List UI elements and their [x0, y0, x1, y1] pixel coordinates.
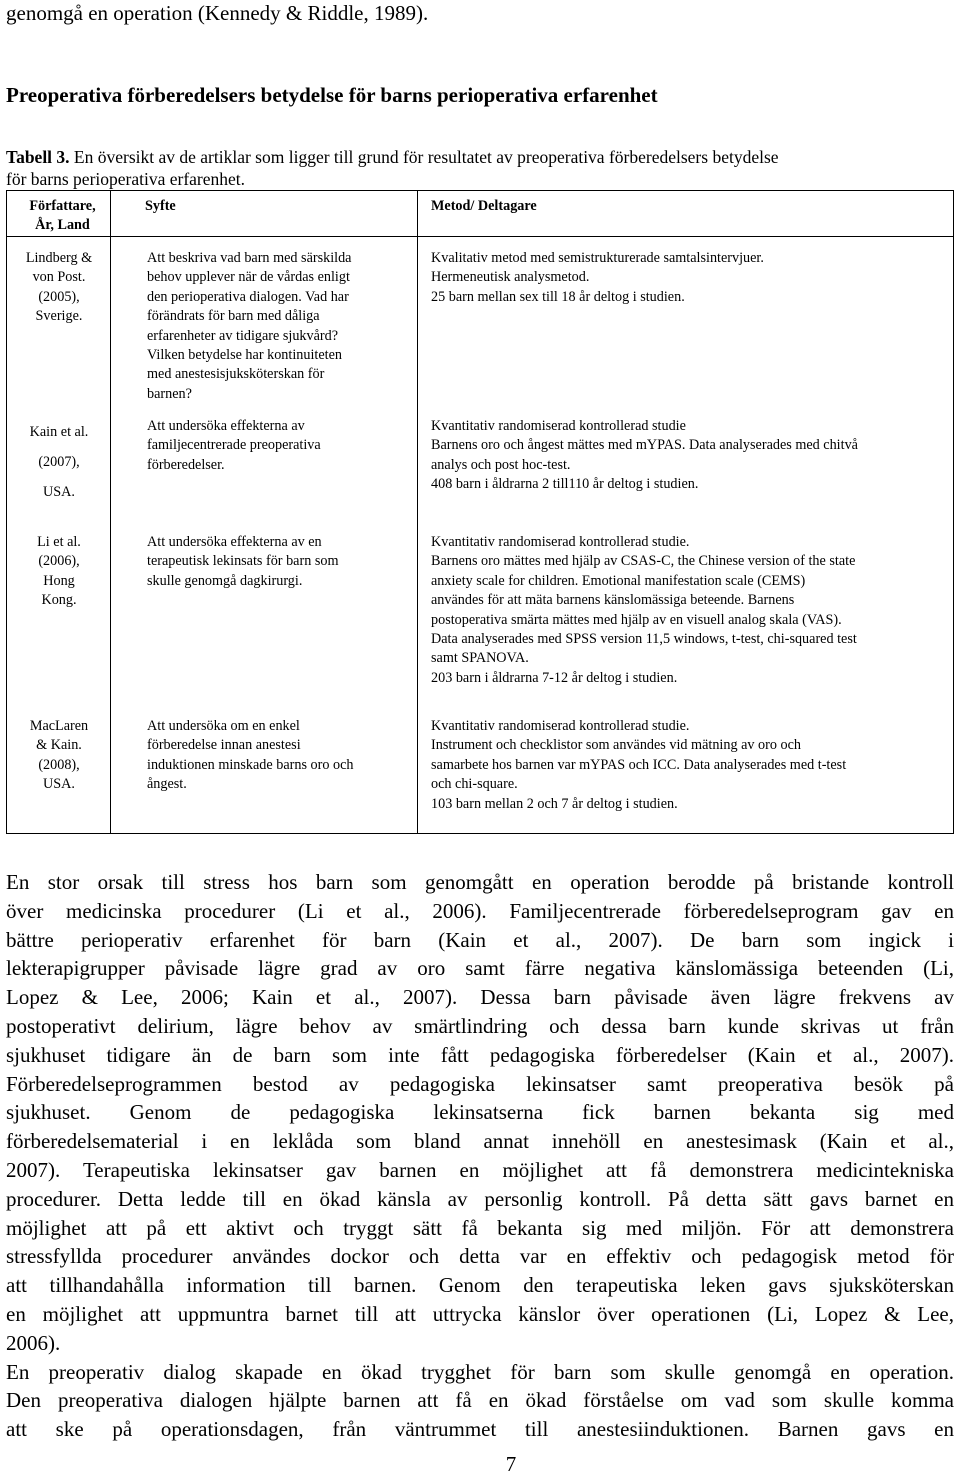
body-line: En stor orsak till stress hos barn som genomgått en operation berodde på bristande kontroll	[6, 870, 954, 894]
body-line: Den preoperativa dialogen hjälpte barnen att få en ökad förståelse om vad som skulle komma	[6, 1388, 954, 1413]
header-rule	[7, 236, 953, 237]
body-line: stressfyllda procedurer användes dockor och detta var en effektiv och pedagogisk metod för	[6, 1244, 954, 1269]
cell-author: MacLaren & Kain. (2008), USA.	[29, 718, 89, 793]
page-number: 7	[505, 1452, 517, 1476]
body-line: att ske på operationsdagen, från väntrummet till anestesiinduktionen. Barnen gavs en	[6, 1417, 954, 1442]
body-line: sjukhuset tidigare än de barn som inte fått pedagogiska förberedelser (Kain et al., 2007).	[6, 1042, 954, 1067]
body-line: En preoperativ dialog skapade en ökad trygghet för barn som skulle genomgå en operation.	[6, 1359, 954, 1384]
cell-purpose: Att undersöka om en enkel förberedelse innan anestesi induktionen minskade barns oro och ångest.	[147, 718, 354, 793]
articles-table	[6, 190, 954, 834]
body-line: att tillhandahålla information till barnen. Genom den terapeutiska leken gavs sjuksköterskan	[6, 1273, 954, 1298]
table-caption	[6, 146, 956, 190]
body-line: Förberedelseprogrammen bestod av pedagogiska lekinsatser samt preoperativa besök på	[6, 1071, 954, 1096]
header-author: Författare, År, Land	[29, 198, 96, 234]
top-line: genomgå en operation (Kennedy & Riddle, 1989).	[6, 1, 429, 25]
body-line: postoperativt delirium, lägre behov av smärtlindring och dessa barn kunde skrivas ut från	[6, 1013, 954, 1038]
body-line: lekterapigrupper påvisade lägre grad av oro samt färre negativa känslomässiga beteenden (Li,	[6, 956, 954, 981]
body-line: bättre perioperativ erfarenhet för barn (Kain et al., 2007). De barn som ingick i	[6, 927, 954, 952]
body-line: procedurer. Detta ledde till en ökad känsla av personlig kontroll. På detta sätt gavs barnet en	[6, 1186, 954, 1211]
body-line: en möjlighet att uppmuntra barnet till att uttrycka känslor över operationen (Li, Lopez & Lee,	[6, 1301, 954, 1326]
cell-method: Kvantitativ randomiserad kontrollerad studie. Barnens oro mättes med hjälp av CSAS-C, the Chinese version of the state anxiety scale for children. Emotional manifestation scale (CEMS) användes för att mäta barnens känslomässiga beteende. Barnens postoperativa smärta mättes med hjälp av en visuell analog skala (VAS). Data analyserades med SPSS version 11,5 windows, t-test, chi-squared test samt SPANOVA. 203 barn i åldrarna 7-12 år deltog i studien.	[431, 534, 857, 686]
body-line: över medicinska procedurer (Li et al., 2006). Familjecentrerade förberedelseprogram gav en	[6, 898, 954, 923]
column-divider	[110, 191, 111, 833]
body-line: möjlighet att på ett aktivt och tryggt sätt få bekanta sig med miljön. För att demonstrera	[6, 1215, 954, 1240]
cell-author: Kain et al. (2007), USA.	[29, 424, 89, 500]
caption-label: Tabell 3.	[6, 147, 70, 167]
body-line: förberedelsematerial i en leklåda som bland annat innehöll en anestesimask (Kain et al.,	[6, 1129, 954, 1154]
body-line: sjukhuset. Genom de pedagogiska lekinsatserna fick barnen bekanta sig med	[6, 1100, 954, 1125]
caption-text-1: En översikt av de artiklar som ligger till grund för resultatet av preoperativa förberedelsers betydelse	[69, 147, 779, 167]
cell-method: Kvantitativ randomiserad kontrollerad studie. Instrument och checklistor som användes vid mätning av oro och samarbete hos barnen var mYPAS och ICC. Data analyserades med t-test och chi-square. 103 barn mellan 2 och 7 år deltog i studien.	[431, 718, 847, 812]
cell-purpose: Att beskriva vad barn med särskilda behov upplever när de vårdas enligt den perioperativa dialogen. Vad har förändrats för barn med dåliga erfarenheter av tidigare sjukvård? Vilken betydelse har kontinuiteten med anestesisjuksköterskan för barnen?	[147, 250, 352, 402]
body-line: 2006).	[6, 1330, 61, 1355]
cell-purpose: Att undersöka effekterna av en terapeutisk lekinsats för barn som skulle genomgå dagkirurgi.	[147, 534, 339, 589]
section-heading: Preoperativa förberedelsers betydelse för barns perioperativa erfarenhet	[6, 83, 658, 107]
header-purpose: Syfte	[145, 198, 176, 214]
caption-text-2: för barns perioperativa erfarenhet.	[6, 169, 246, 189]
cell-method: Kvalitativ metod med semistrukturerade samtalsintervjuer. Hermeneutisk analysmetod. 25 barn mellan sex till 18 år deltog i studien.	[431, 250, 764, 305]
body-line: 2007). Terapeutiska lekinsatser gav barnen en möjlighet att få demonstrera medicintekniska	[6, 1157, 954, 1182]
body-paragraphs	[6, 868, 954, 1444]
cell-author: Lindberg & von Post. (2005), Sverige.	[25, 250, 93, 325]
cell-author: Li et al. (2006), Hong Kong.	[37, 534, 81, 609]
body-line: Lopez & Lee, 2006; Kain et al., 2007). Dessa barn påvisade även lägre frekvens av	[6, 985, 954, 1010]
cell-purpose: Att undersöka effekterna av familjecentrerade preoperativa förberedelser.	[147, 418, 321, 473]
column-divider	[417, 191, 418, 833]
cell-method: Kvantitativ randomiserad kontrollerad studie Barnens oro och ångest mättes med mYPAS. Data analyserades med chitvå analys och post hoc-test. 408 barn i åldrarna 2 till110 år deltog i studien.	[431, 418, 858, 493]
header-method: Metod/ Deltagare	[431, 198, 537, 214]
